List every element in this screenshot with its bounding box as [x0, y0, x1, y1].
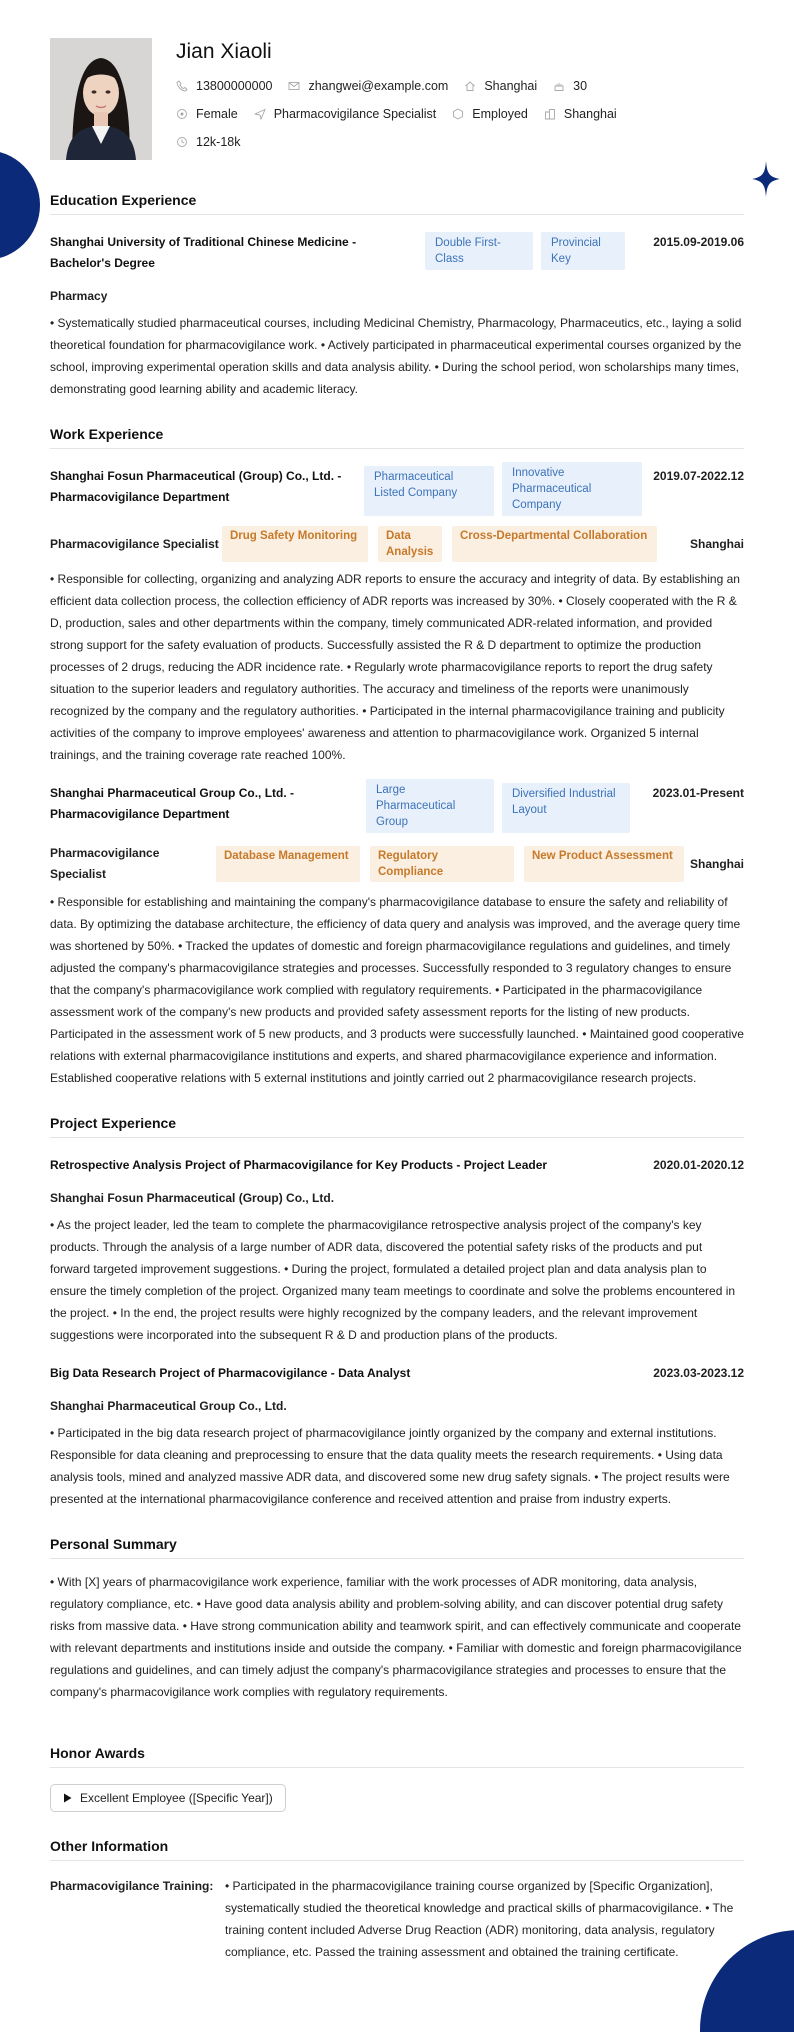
- work-entry: [50, 466, 744, 766]
- company-tag: Large Pharmaceutical Group: [366, 779, 494, 833]
- work-description: • Responsible for collecting, organizing and analyzing ADR reports to ensure the accuracy and integrity of data. By establishing an efficient data collection process, the collection efficiency of ADR reports was increased by 30%. • Closely cooperated with the R & D, production, sales and other departments within the company, timely communicated ADR-related information, and provided strong support for the safety evaluation of products. Successfully assisted the R & D department to optimize the production processes of 2 drugs, reducing the ADR incidence rate. • Regularly wrote pharmacovigilance reports to report the drug safety situation to the superior leaders and regulatory authorities. The accuracy and timeliness of the reports were unanimously recognized by the company and the regulatory authorities. • Participated in the internal pharmacovigilance training and publicity activities of the company to improve employees' awareness and attention to pharmacovigilance work. Organized 5 internal trainings, and the training coverage rate reached 100%.: [50, 572, 740, 762]
- job-role: Pharmacovigilance Specialist: [50, 536, 219, 551]
- project-entry: [50, 1363, 744, 1510]
- section-title-work: Work Experience: [50, 426, 744, 449]
- project-description: • As the project leader, led the team to complete the pharmacovigilance retrospective analysis project of the company's key products. Through the analysis of a large number of ADR data, discovered the potential safety risks of the products and put forward targeted improvement suggestions. • During the project, formulated a detailed project plan and data analysis plan to ensure the timely completion of the project. Organized many team meetings to coordinate and solve the problems encountered in the project. • In the end, the project results were highly recognized by the company leaders, and the relevant improvement suggestions were incorporated into the subsequent R & D and production plans of the products.: [50, 1218, 736, 1342]
- section-title-education: Education Experience: [50, 192, 744, 215]
- award-item[interactable]: [50, 1784, 286, 1812]
- award-label: Excellent Employee ([Specific Year]): [80, 1791, 273, 1805]
- company-tag: Pharmaceutical Listed Company: [364, 466, 494, 516]
- home-icon: [464, 80, 476, 92]
- position-info: Pharmacovigilance Specialist: [254, 105, 437, 123]
- project-company: Shanghai Fosun Pharmaceutical (Group) Co., Ltd.: [50, 1191, 335, 1205]
- company-tag: Diversified Industrial Layout: [502, 783, 630, 833]
- age-icon: [553, 80, 565, 92]
- skill-tag: Database Management: [216, 846, 360, 882]
- profile-photo: [50, 38, 152, 160]
- skill-tag: New Product Assessment: [524, 846, 684, 882]
- profile-header: [50, 38, 744, 162]
- project-date: 2023.03-2023.12: [653, 1366, 744, 1380]
- other-info-text: • Participated in the pharmacovigilance training course organized by [Specific Organization], systematically studied the theoretical knowledge and practical skills of pharmacovigilance. • The training content included Adverse Drug Reaction (ADR) monitoring, data analysis, regulatory compliance, etc. Passed the training assessment and obtained the training certificate.: [225, 1879, 734, 1959]
- other-info-label: Pharmacovigilance Training:: [50, 1879, 214, 1893]
- skill-tag: Data Analysis: [378, 526, 442, 562]
- project-description: • Participated in the big data research project of pharmacovigilance jointly organized by the company and external institutions. Responsible for data cleaning and preprocessing to ensure that the data quality meets the research requirements. • Using data analysis tools, mined and analyzed massive ADR data, and discovered some new drug safety signals. • The project results were presented at the international pharmacovigilance conference and received attention and praise from industry experts.: [50, 1426, 730, 1506]
- project-entry: [50, 1155, 744, 1346]
- status-info: Employed: [452, 105, 528, 123]
- section-title-other: Other Information: [50, 1838, 744, 1861]
- project-name: Retrospective Analysis Project of Pharmacovigilance for Key Products - Project Leader: [50, 1158, 548, 1172]
- gender-info: Female: [176, 105, 238, 123]
- education-description: • Systematically studied pharmaceutical courses, including Medicinal Chemistry, Pharmacology, Pharmaceutics, etc., laying a solid theoretical foundation for pharmacovigilance work. • Actively participated in pharmaceutical experimental courses organized by the school, improving experimental operation skills and data analysis ability. • During the school period, won scholarships many times, demonstrating good learning ability and academic literacy.: [50, 316, 742, 396]
- company-name: Shanghai Fosun Pharmaceutical (Group) Co., Ltd. - Pharmacovigilance Department: [50, 469, 342, 504]
- city-info: Shanghai: [544, 105, 617, 123]
- education-entry: [50, 232, 744, 400]
- skill-tag: Regulatory Compliance: [370, 846, 514, 882]
- play-icon: [63, 1793, 72, 1803]
- position-icon: [254, 108, 266, 120]
- skill-tag: Drug Safety Monitoring: [222, 526, 368, 562]
- phone-info: 13800000000: [176, 77, 272, 95]
- project-name: Big Data Research Project of Pharmacovigilance - Data Analyst: [50, 1366, 411, 1380]
- work-city: Shanghai: [689, 857, 744, 871]
- email-info: zhangwei@example.com: [288, 77, 448, 95]
- other-info-row: [50, 1875, 744, 1963]
- work-city: Shanghai: [689, 537, 744, 551]
- job-role: Pharmacovigilance Specialist: [50, 846, 160, 881]
- company-name: Shanghai Pharmaceutical Group Co., Ltd. - Pharmacovigilance Department: [50, 786, 295, 821]
- city-icon: [544, 108, 556, 120]
- email-icon: [288, 80, 300, 92]
- section-title-summary: Personal Summary: [50, 1536, 744, 1559]
- location-info: Shanghai: [464, 77, 537, 95]
- work-description: • Responsible for establishing and maintaining the company's pharmacovigilance database to ensure the safety and reliability of data. By optimizing the database architecture, the efficiency of data query and analysis was improved, and the average query time was shortened by 50%. • Tracked the updates of domestic and foreign pharmacovigilance regulations and guidelines, and timely adjusted the company's pharmacovigilance strategies and processes. Successfully responded to 3 regulatory changes to ensure that the company's pharmacovigilance work complied with regulatory requirements. • Participated in the pharmacovigilance assessment work of the company's new products and provided safety assessment reports for the listing of new products. Participated in the assessment work of 5 new products, and 3 products were successfully launched. • Maintained good cooperative relations with external pharmacovigilance institutions and experts, and shared pharmacovigilance experience and information. Established cooperative relations with 5 external institutions and jointly carried out 2 pharmacovigilance research projects.: [50, 895, 744, 1085]
- candidate-name: Jian Xiaoli: [176, 40, 272, 63]
- school-name: Shanghai University of Traditional Chinese Medicine - Bachelor's Degree: [50, 235, 357, 270]
- school-tag: Provincial Key: [541, 232, 625, 270]
- work-date: 2019.07-2022.12: [653, 469, 744, 483]
- section-title-projects: Project Experience: [50, 1115, 744, 1138]
- major: Pharmacy: [50, 289, 108, 303]
- work-entry: [50, 783, 744, 1089]
- project-company: Shanghai Pharmaceutical Group Co., Ltd.: [50, 1399, 287, 1413]
- gender-icon: [176, 108, 188, 120]
- salary-info: 12k-18k: [176, 133, 240, 151]
- section-title-awards: Honor Awards: [50, 1745, 744, 1768]
- project-date: 2020.01-2020.12: [653, 1158, 744, 1172]
- phone-icon: [176, 80, 188, 92]
- salary-icon: [176, 136, 188, 148]
- summary-text: • With [X] years of pharmacovigilance work experience, familiar with the work processes of ADR monitoring, data analysis, regulatory compliance, etc. • Have good data analysis ability and problem-solving ability, and can discover potential drug safety risks from massive data. • Have strong communication ability and teamwork spirit, and can effectively communicate and cooperate with relevant departments and institutions inside and outside the company. • Familiar with domestic and foreign pharmacovigilance regulations and guidelines, and can timely adjust the company's pharmacovigilance strategies and processes to ensure that the company's pharmacovigilance work complies with regulatory requirements.: [50, 1575, 742, 1699]
- education-date: 2015.09-2019.06: [653, 235, 744, 249]
- company-tag: Innovative Pharmaceutical Company: [502, 462, 642, 516]
- status-icon: [452, 108, 464, 120]
- age-info: 30: [553, 77, 587, 95]
- skill-tag: Cross-Departmental Collaboration: [452, 526, 657, 562]
- work-date: 2023.01-Present: [652, 786, 744, 800]
- school-tag: Double First-Class: [425, 232, 533, 270]
